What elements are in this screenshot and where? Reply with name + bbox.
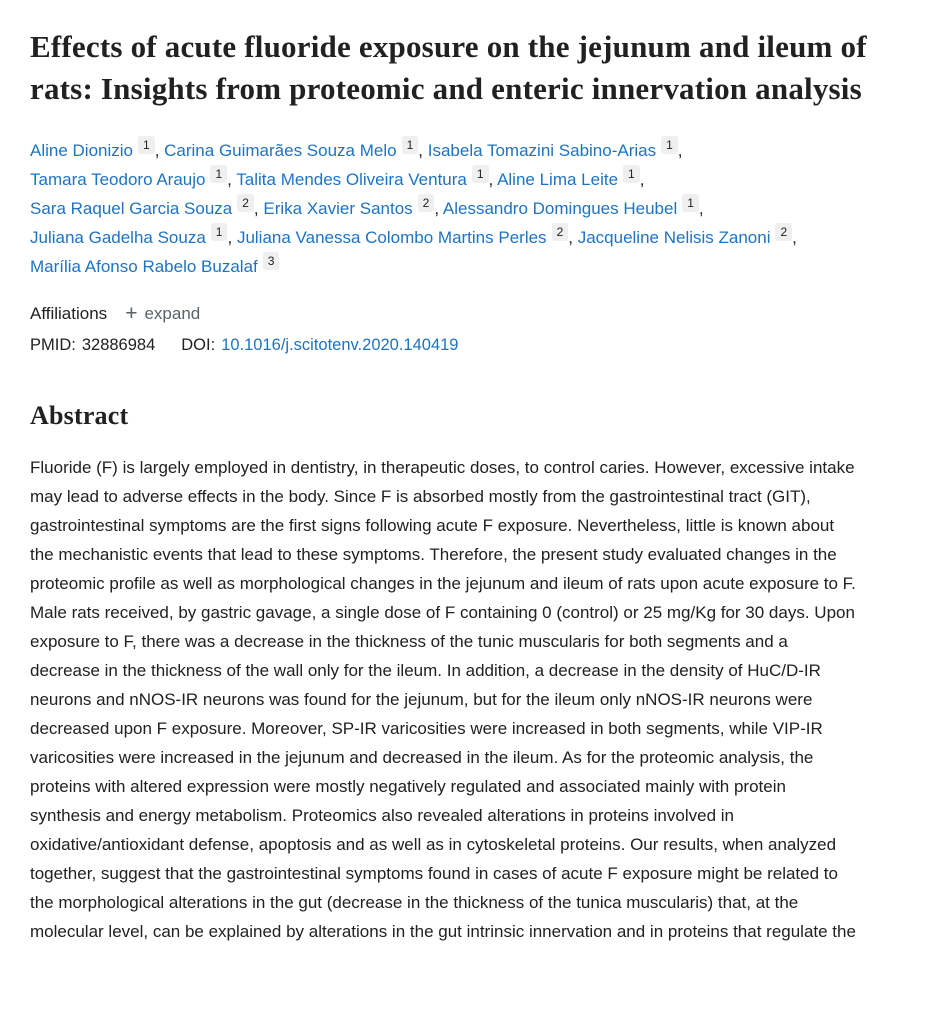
author-unit [30, 225, 227, 247]
author-link[interactable]: Aline Dionizio [30, 141, 133, 160]
author-link[interactable]: Jacqueline Nelisis Zanoni [577, 228, 771, 247]
affiliation-superscript-badge: 1 [623, 165, 640, 183]
author-unit [30, 138, 155, 160]
author-link[interactable]: Sara Raquel Garcia Souza [30, 199, 233, 218]
author-link[interactable]: Aline Lima Leite [497, 170, 619, 189]
author-separator: , [227, 170, 237, 189]
affiliation-superscript-badge: 2 [552, 223, 569, 241]
author-unit [442, 196, 699, 218]
author-separator: , [434, 199, 443, 218]
author-link[interactable]: Alessandro Domingues Heubel [442, 199, 678, 218]
author-unit [497, 167, 640, 189]
abstract-text: Fluoride (F) is largely employed in dentistry, in therapeutic doses, to control caries. However, excessive intake may lead to adverse effects in the body. Since F is absorbed mostly from the gastrointestinal tract (GIT), gastrointestinal symptoms are the first signs following acute F exposure. Nevertheless, little is known about the mechanistic events that lead to these symptoms. Therefore, the present study evaluated changes in the proteomic profile as well as morphological changes in the jejunum and ileum of rats upon acute exposure to F. Male rats received, by gastric gavage, a single dose of F containing 0 (control) or 25 mg/Kg for 30 days. Upon exposure to F, there was a decrease in the thickness of the tunic muscularis for both segments and a decrease in the thickness of the wall only for the ileum. In addition, a decrease in the density of HuC/D-IR neurons and nNOS-IR neurons was found for the jejunum, but for the ileum only nNOS-IR neurons were decreased upon F exposure. Moreover, SP-IR varicosities were increased in both segments, while VIP-IR varicosities were increased in the jejunum and decreased in the ileum. As for the proteomic analysis, the proteins with altered expression were mostly negatively regulated and associated mainly with protein synthesis and energy metabolism. Proteomics also revealed alterations in proteins involved in oxidative/antioxidant defense, apoptosis and as well as in cytoskeletal proteins. Our results, when analyzed together, suggest that the gastrointestinal symptoms found in cases of acute F exposure might be related to the morphological alterations in the gut (decrease in the thickness of the tunica muscularis) that, at the molecular level, can be explained by alterations in the gut intrinsic innervation and in proteins that regulate the [30, 458, 856, 941]
pmid-label: PMID: [30, 336, 76, 354]
author-separator: , [253, 199, 264, 218]
author-separator: , [154, 141, 165, 160]
affiliations-row [30, 303, 916, 324]
doi-group [181, 336, 458, 355]
author-unit [236, 167, 488, 189]
author-link[interactable]: Carina Guimarães Souza Melo [164, 141, 397, 160]
pmid-group [30, 336, 155, 355]
identifiers-row [30, 336, 916, 355]
affiliation-superscript-badge: 1 [472, 165, 489, 183]
author-link[interactable]: Isabela Tomazini Sabino-Arias [427, 141, 657, 160]
author-unit [577, 225, 792, 247]
expand-affiliations-button[interactable] [125, 303, 200, 324]
affiliation-superscript-badge: 2 [237, 194, 254, 212]
doi-label: DOI: [181, 336, 216, 354]
pmid-value: 32886984 [81, 336, 156, 354]
affiliation-superscript-badge: 1 [661, 136, 678, 154]
author-link[interactable]: Tamara Teodoro Araujo [30, 170, 206, 189]
author-link[interactable]: Talita Mendes Oliveira Ventura [236, 170, 467, 189]
affiliation-superscript-badge: 1 [210, 165, 227, 183]
author-unit [236, 225, 568, 247]
expand-label: expand [144, 303, 201, 323]
author-link[interactable]: Juliana Gadelha Souza [30, 228, 206, 247]
abstract-heading: Abstract [30, 401, 129, 430]
authors-list [30, 136, 870, 281]
author-separator: , [418, 141, 428, 160]
author-separator: , [568, 228, 578, 247]
author-unit [30, 167, 227, 189]
plus-icon: + [125, 302, 138, 325]
author-separator: , [698, 199, 704, 218]
article-title: Effects of acute fluoride exposure on the jejunum and ileum of rats: Insights from proteomic and enteric innervation analysis [30, 29, 867, 106]
affiliation-superscript-badge: 1 [682, 194, 699, 212]
affiliation-superscript-badge: 2 [775, 223, 792, 241]
author-unit [164, 138, 418, 160]
doi-link[interactable]: 10.1016/j.scitotenv.2020.140419 [221, 336, 459, 354]
author-link[interactable]: Marília Afonso Rabelo Buzalaf [30, 257, 258, 276]
author-separator: , [792, 228, 797, 247]
author-unit [263, 196, 434, 218]
author-unit [30, 254, 279, 276]
author-separator: , [677, 141, 683, 160]
author-separator: , [488, 170, 498, 189]
affiliation-superscript-badge: 1 [211, 223, 228, 241]
author-unit [427, 138, 678, 160]
author-separator: , [227, 228, 237, 247]
author-link[interactable]: Juliana Vanessa Colombo Martins Perles [236, 228, 547, 247]
affiliation-superscript-badge: 1 [402, 136, 419, 154]
affiliations-label: Affiliations [30, 303, 108, 323]
affiliation-superscript-badge: 2 [418, 194, 435, 212]
author-separator: , [639, 170, 645, 189]
affiliation-superscript-badge: 3 [263, 252, 280, 270]
author-unit [30, 196, 254, 218]
affiliation-superscript-badge: 1 [138, 136, 155, 154]
author-link[interactable]: Erika Xavier Santos [263, 199, 413, 218]
